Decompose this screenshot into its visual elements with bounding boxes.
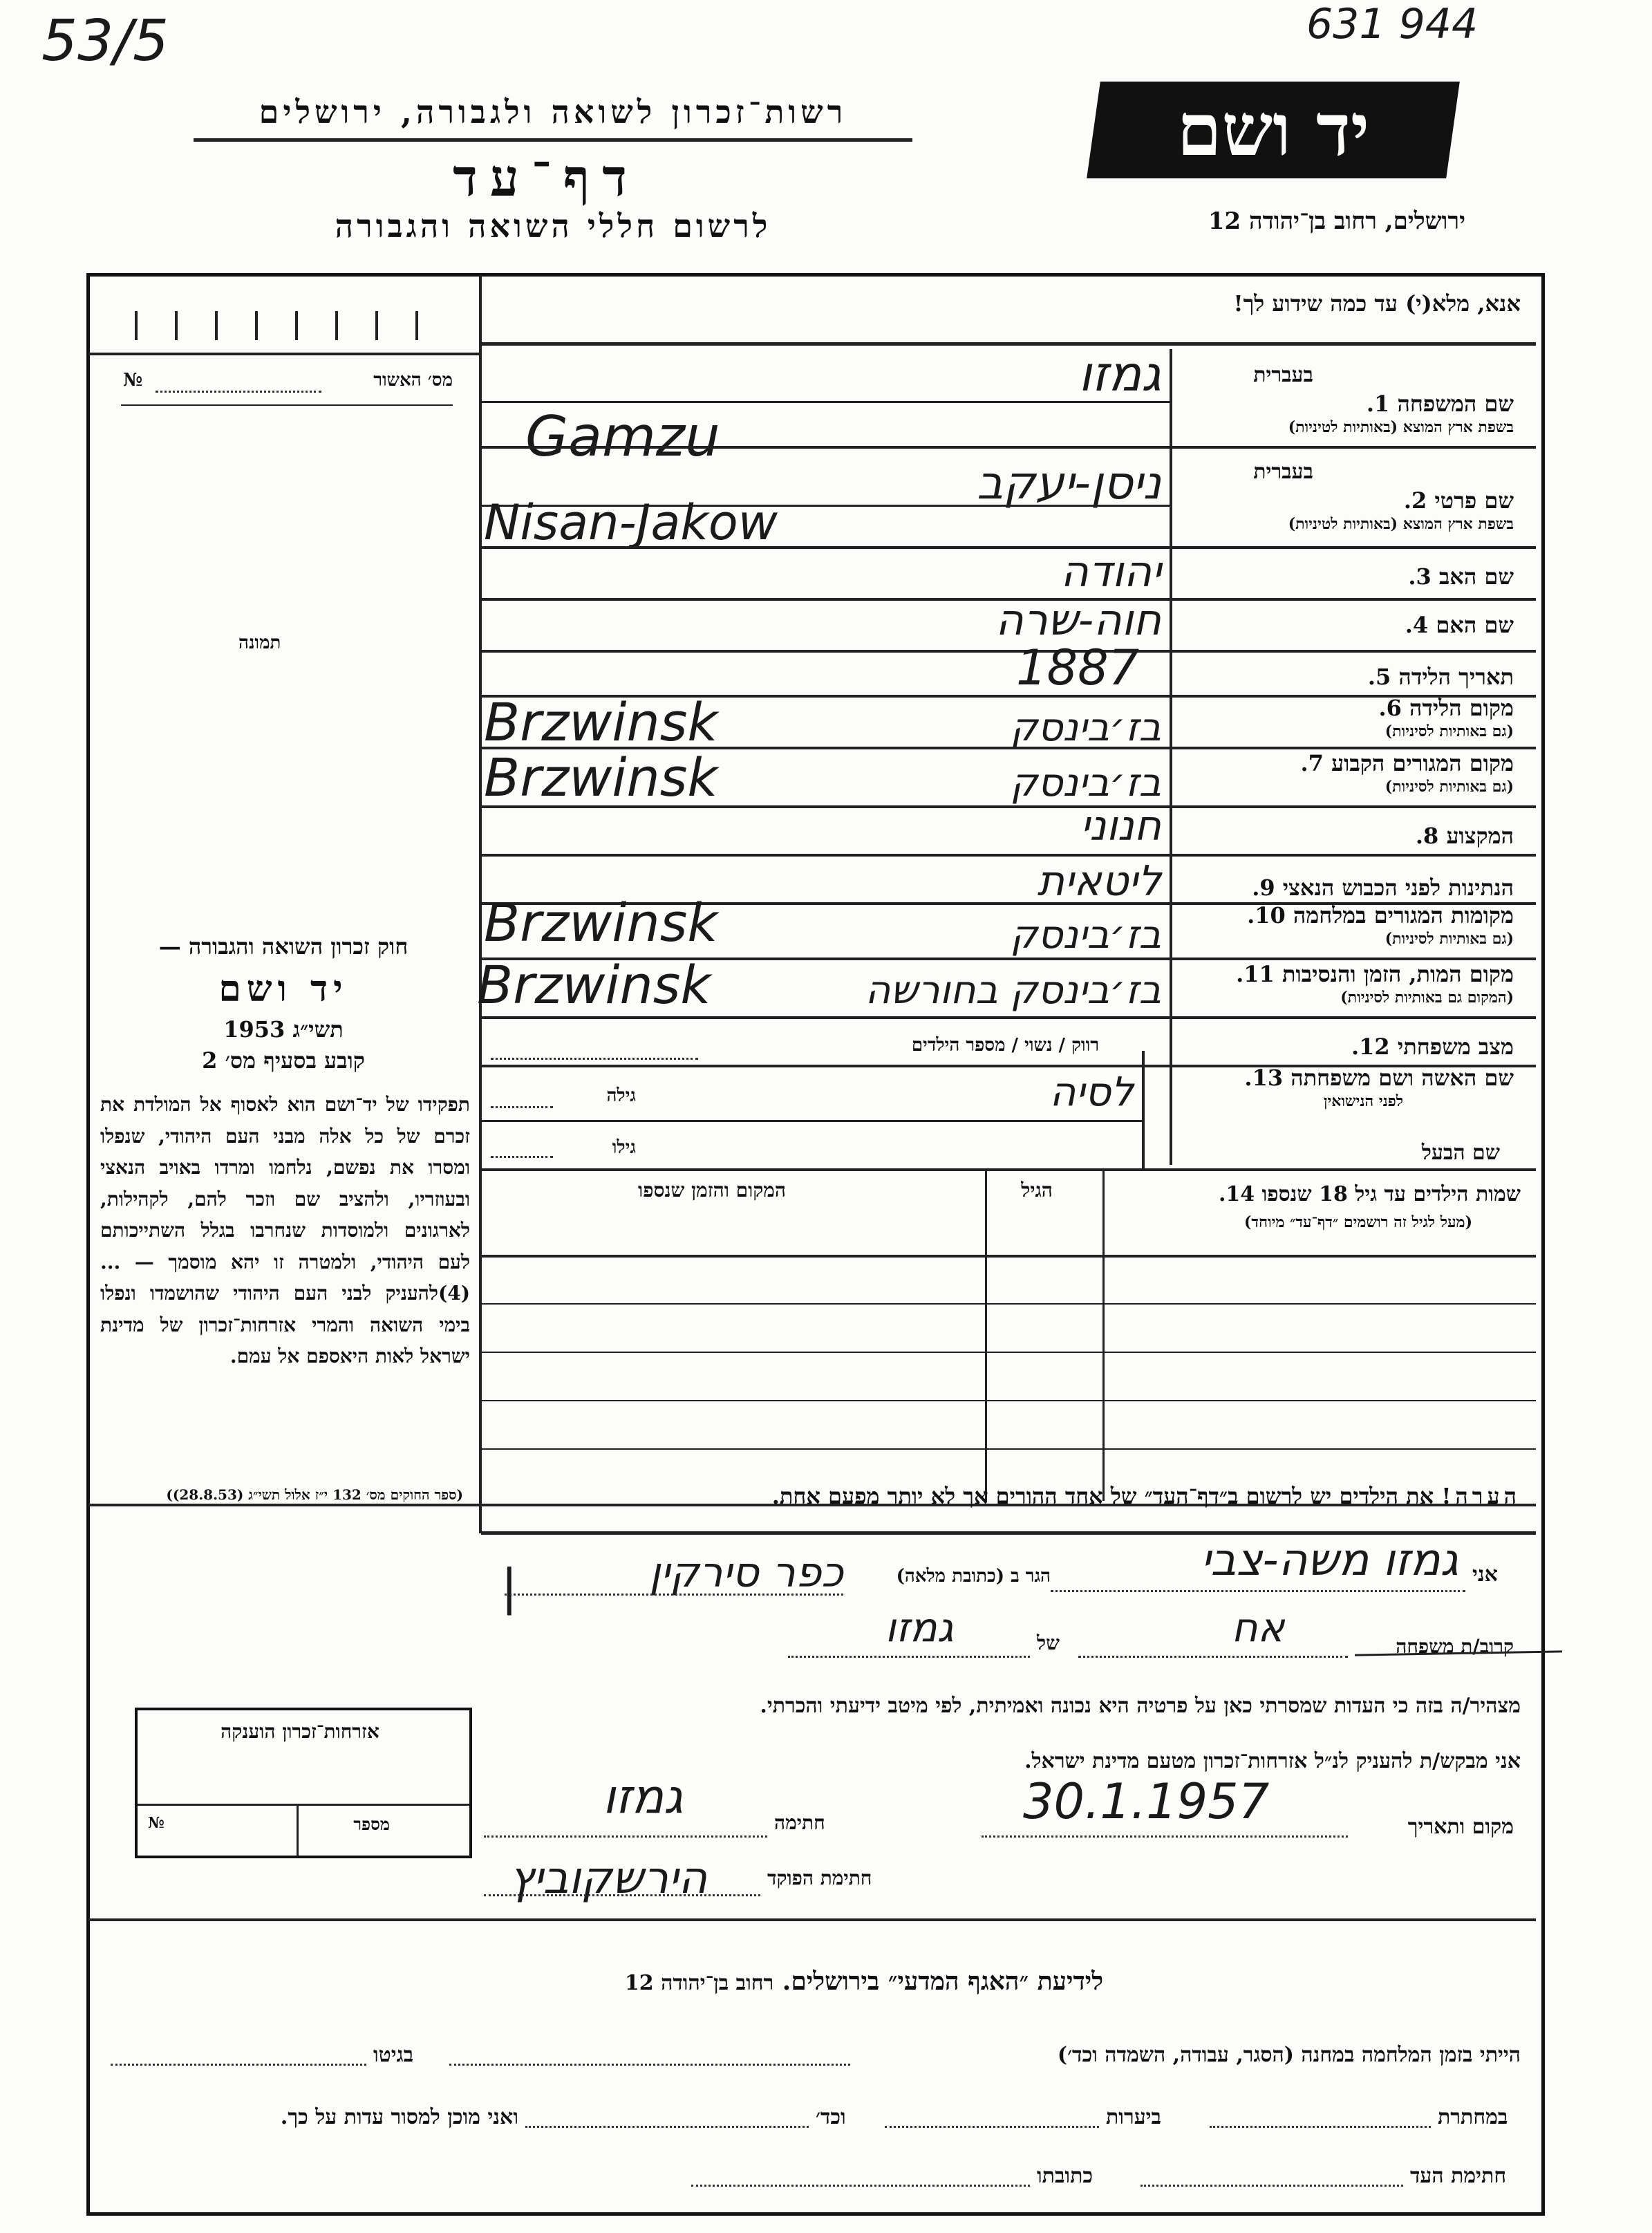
- corner-mark-left: 53/5: [41, 8, 169, 74]
- decl-address-value: כפר סירקין: [649, 1549, 843, 1597]
- decl-of-value: גמזו: [885, 1604, 954, 1651]
- decl-official-label: חתימת הפוקד: [767, 1867, 872, 1889]
- instruction: אנא, מלא(י) עד כמה שידוע לך!: [1233, 290, 1521, 317]
- field-11-label: מקום המות, הזמן והנסיבות 11.: [1236, 961, 1514, 987]
- field-9-value: ליטאית: [1037, 857, 1161, 906]
- field-13-sub: לפני הנישואין: [1323, 1092, 1403, 1110]
- field-8-value: חנוני: [1080, 802, 1161, 850]
- field-13-age-label: גילה: [606, 1085, 636, 1106]
- info-line-2d: ואני מוכן למסור עדות על כך.: [280, 2105, 518, 2129]
- field-1-sub: בשפת ארץ המוצא (באותיות לטיניות): [1288, 418, 1514, 436]
- decl-official-value: הירשקוביץ: [509, 1853, 708, 1904]
- children-label: שמות הילדים עד גיל 18 שנספו 14.: [1218, 1182, 1521, 1206]
- certificate-title: אזרחות־זכרון הוענקה: [220, 1720, 379, 1743]
- corner-mark-right: 631 944: [1306, 0, 1479, 48]
- field-11-latin-value: Brzwinsk: [477, 954, 711, 1016]
- decl-date-value: 30.1.1957: [1023, 1773, 1270, 1830]
- children-age-header: הגיל: [1021, 1179, 1053, 1202]
- certificate-number-mark: №: [148, 1814, 165, 1832]
- decl-name-value: גמזו משה-צבי: [1201, 1535, 1458, 1586]
- photo-label: תמונה: [238, 633, 281, 653]
- children-sub: (מעל לגיל זה רושמים ״דף־עד״ מיוחד): [1243, 1213, 1472, 1231]
- form-subtitle: לרשום חללי השואה והגבורה: [335, 207, 771, 245]
- decl-relation-value: אח: [1231, 1604, 1285, 1651]
- decl-of-label: של: [1037, 1632, 1060, 1654]
- field-1-label: שם המשפחה 1.: [1366, 391, 1514, 417]
- address: ירושלים, רחוב בן־יהודה 12: [1208, 207, 1465, 235]
- hebrew-tag-2: בעברית: [1253, 460, 1313, 484]
- note-label: הערה!: [1441, 1483, 1521, 1509]
- decl-ani: אני: [1472, 1562, 1498, 1587]
- certificate-number-label: מספר: [353, 1814, 390, 1834]
- law-heading: חוק זכרון השואה והגבורה —: [158, 933, 409, 960]
- field-13-label: שם האשה ושם משפחתה 13.: [1244, 1065, 1514, 1091]
- field-6-latin-value: Brzwinsk: [484, 691, 718, 753]
- decl-resident-label: הגר ב (כתובת מלאה): [896, 1566, 1051, 1587]
- field-9-label: הנתינות לפני הכבוש הנאצי 9.: [1252, 875, 1514, 901]
- info-address: רחוב בן־יהודה 12: [624, 1971, 774, 1995]
- decl-line-2: אני מבקש/ת להעניק לנ״ל אזרחות־זכרון מטעם מדינת ישראל.: [1024, 1749, 1521, 1773]
- field-11-sub: (המקום גם באותיות לסיניות): [1340, 989, 1514, 1007]
- note: [498, 1483, 1521, 1509]
- field-5-value: 1887: [1016, 639, 1140, 696]
- info-line-2c: וכד׳: [816, 2105, 846, 2129]
- field-3-label: שם האב 3.: [1408, 563, 1514, 590]
- decl-signature-value: גמזו: [602, 1770, 684, 1824]
- field-4-label: שם האם 4.: [1405, 612, 1514, 638]
- info-line-1b: בגיטו: [373, 2043, 414, 2067]
- logo-text: יד ושם: [1176, 87, 1370, 172]
- law-yad-vashem: יד ושם: [218, 968, 348, 1010]
- husband-age-label: גילו: [612, 1137, 636, 1158]
- logo: [1087, 82, 1460, 178]
- info-line-3b: כתובתו: [1037, 2164, 1093, 2188]
- approval-number-mark: №: [123, 370, 143, 391]
- field-11-hebrew-value: בז׳בינסק בחורשה: [865, 968, 1161, 1013]
- field-10-sub: (גם באותיות לסיניות): [1385, 930, 1514, 948]
- info-line-2a: במחתרת: [1438, 2105, 1508, 2129]
- info-line-3a: חתימת העד: [1410, 2164, 1507, 2188]
- law-source: (ספר החוקים מס׳ 132 י״ז אלול תשי״ג (28.8.53)): [166, 1486, 463, 1503]
- field-5-label: תאריך הלידה 5.: [1367, 664, 1514, 690]
- note-text: את הילדים יש לרשום ב״דף־העד״ של אחד ההורים אך לא יותר מפעם אחת.: [771, 1483, 1434, 1509]
- field-1-latin-value: Gamzu: [525, 404, 720, 469]
- field-10-label: מקומות המגורים במלחמה 10.: [1247, 902, 1514, 928]
- field-4-value: חוה-שרה: [995, 595, 1161, 645]
- hebrew-tag-1: בעברית: [1253, 363, 1313, 387]
- law-text: תפקידו של יד־ושם הוא לאסוף אל המולדת את זכרם של כל אלה מבני העם היהודי, שנפלו ומסרו את נפשם, נלחמו ומרדו באויב הנאצי ובעוזריו, ולהציב שם וזכר להם, לקהילות, לארגונים ולמוסדות שנחרבו בגלל השתייכותם לעם היהודי, ולמטרה זו יהא מוסמך — ...(4)להעניק לבני העם היהודי שהושמדו ונפלו בימי השואה והמרי אזרחות־זכרון של מדינת ישראל לאות היאספם אל עמם.: [100, 1093, 470, 1367]
- approval-label: מס׳ האשור: [373, 370, 453, 391]
- field-7-sub: (גם באותיות לסיניות): [1385, 778, 1514, 796]
- field-13-value: לסיה: [1049, 1068, 1134, 1115]
- info-heading: [484, 1967, 1244, 1996]
- decl-address-scribble: |: [501, 1559, 518, 1616]
- field-8-label: המקצוע 8.: [1415, 823, 1514, 849]
- field-12-label: מצב משפחתי 12.: [1351, 1034, 1514, 1060]
- info-heading-text: לידיעת ״האגף המדעי״ בירושלים.: [782, 1967, 1104, 1996]
- info-line-2b: ביערות: [1106, 2105, 1162, 2129]
- field-2-latin-value: Nisan-Jakow: [484, 494, 778, 551]
- field-2-label: שם פרטי 2.: [1403, 487, 1514, 514]
- decl-relation-label: קרוב/ת משפחה: [1396, 1635, 1514, 1658]
- law-clause: קובע בסעיף מס׳ 2: [202, 1047, 365, 1074]
- field-6-sub: (גם באותיות לסיניות): [1385, 722, 1514, 740]
- law-year: תשי״ג 1953: [223, 1016, 344, 1043]
- field-1-hebrew-value: גמזו: [1078, 346, 1161, 402]
- authority-title: רשות־זכרון לשואה ולגבורה, ירושלים: [259, 93, 847, 131]
- field-10-latin-value: Brzwinsk: [484, 892, 718, 953]
- form-title: דף־עד: [453, 149, 639, 208]
- field-2-sub: בשפת ארץ המוצא (באותיות לטיניות): [1288, 515, 1514, 533]
- decl-place-date-label: מקום ותאריך: [1407, 1815, 1514, 1839]
- field-2-hebrew-value: ניסן-יעקב: [977, 456, 1161, 510]
- field-10-hebrew-value: בז׳בינסק: [1010, 913, 1161, 957]
- info-line-1a: הייתי בזמן המלחמה במחנה (הסגר, עבודה, השמדה וכד׳): [1057, 2043, 1521, 2067]
- field-12-options: רווק / נשוי / מספר הילדים: [911, 1035, 1099, 1056]
- husband-label: שם הבעל: [1421, 1141, 1500, 1165]
- field-7-label: מקום המגורים הקבוע 7.: [1300, 750, 1514, 776]
- field-3-value: יהודה: [1060, 546, 1161, 597]
- certificate-box: [135, 1708, 472, 1858]
- field-7-hebrew-value: בז׳בינסק: [1010, 760, 1161, 805]
- children-place-header: המקום והזמן שנספו: [638, 1179, 786, 1202]
- field-6-label: מקום הלידה 6.: [1378, 695, 1514, 721]
- field-6-hebrew-value: בז׳בינסק: [1010, 705, 1161, 750]
- decl-signature-label: חתימה: [774, 1811, 825, 1834]
- decl-line-1: מצהיר/ה בזה כי העדות שמסרתי כאן על פרטיה היא נכונה ואמיתית, לפי מיטב ידיעתי והכרתי.: [760, 1694, 1521, 1718]
- field-7-latin-value: Brzwinsk: [484, 747, 718, 808]
